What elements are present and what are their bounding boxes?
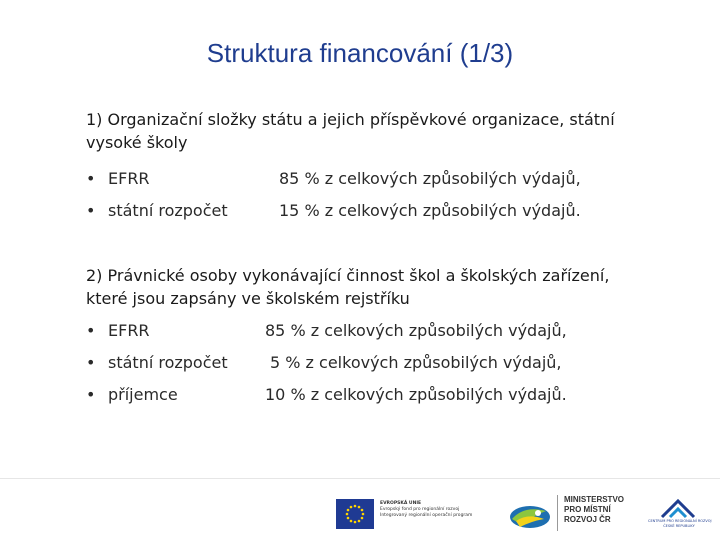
eu-text-line: Integrovaný regionální operační program [380, 513, 473, 518]
crr-text-line: ČESKÉ REPUBLIKY [663, 523, 695, 528]
list-item [86, 169, 581, 188]
section1-heading [86, 108, 686, 154]
item-value: 5 % z celkových způsobilých výdajů, [270, 353, 562, 372]
mmr-wordmark [564, 495, 624, 525]
section2-heading-line2: které jsou zapsány ve školském rejstříku [86, 289, 410, 308]
section2-heading-line1: 2) Právnické osoby vykonávající činnost škol a školských zařízení, [86, 266, 610, 285]
crr-text [648, 519, 710, 528]
eu-text-line: EVROPSKÁ UNIE [380, 501, 422, 506]
item-label: příjemce [108, 385, 178, 404]
bullet: • [86, 201, 96, 220]
page-title: Struktura financování (1/3) [206, 38, 514, 68]
mmr-text-line: ROZVOJ ČR [564, 515, 611, 524]
crr-emblem-icon [648, 497, 708, 519]
crr-text-line: CENTRUM PRO REGIONÁLNÍ ROZVOJ [648, 519, 712, 523]
bullet: • [86, 385, 96, 404]
mmr-text-line: PRO MÍSTNÍ [564, 505, 611, 514]
divider [557, 495, 558, 531]
item-value: 10 % z celkových způsobilých výdajů. [265, 385, 567, 404]
section2-heading [86, 264, 686, 310]
item-value: 85 % z celkových způsobilých výdajů, [265, 321, 567, 340]
list-item [86, 353, 562, 372]
item-label: EFRR [108, 321, 150, 340]
item-value: 15 % z celkových způsobilých výdajů. [279, 201, 581, 220]
item-value: 85 % z celkových způsobilých výdajů, [279, 169, 581, 188]
section1-heading-line1: 1) Organizační složky státu a jejich příspěvkové organizace, státní [86, 110, 615, 129]
section1-heading-line2: vysoké školy [86, 133, 188, 152]
eu-text-line: Evropský fond pro regionální rozvoj [380, 507, 460, 512]
bullet: • [86, 169, 96, 188]
mmr-emblem-icon [508, 501, 552, 531]
eu-flag-icon [336, 499, 374, 529]
eu-text [380, 501, 498, 519]
item-label: EFRR [108, 169, 150, 188]
bullet: • [86, 353, 96, 372]
mmr-text-line: MINISTERSTVO [564, 495, 625, 504]
bullet: • [86, 321, 96, 340]
crr-logo [648, 497, 712, 535]
list-item [86, 201, 581, 220]
list-item [86, 321, 567, 340]
item-label: státní rozpočet [108, 201, 228, 220]
item-label: státní rozpočet [108, 353, 228, 372]
list-item [86, 385, 567, 404]
eu-logo [336, 499, 496, 535]
footer-logos [0, 478, 720, 541]
